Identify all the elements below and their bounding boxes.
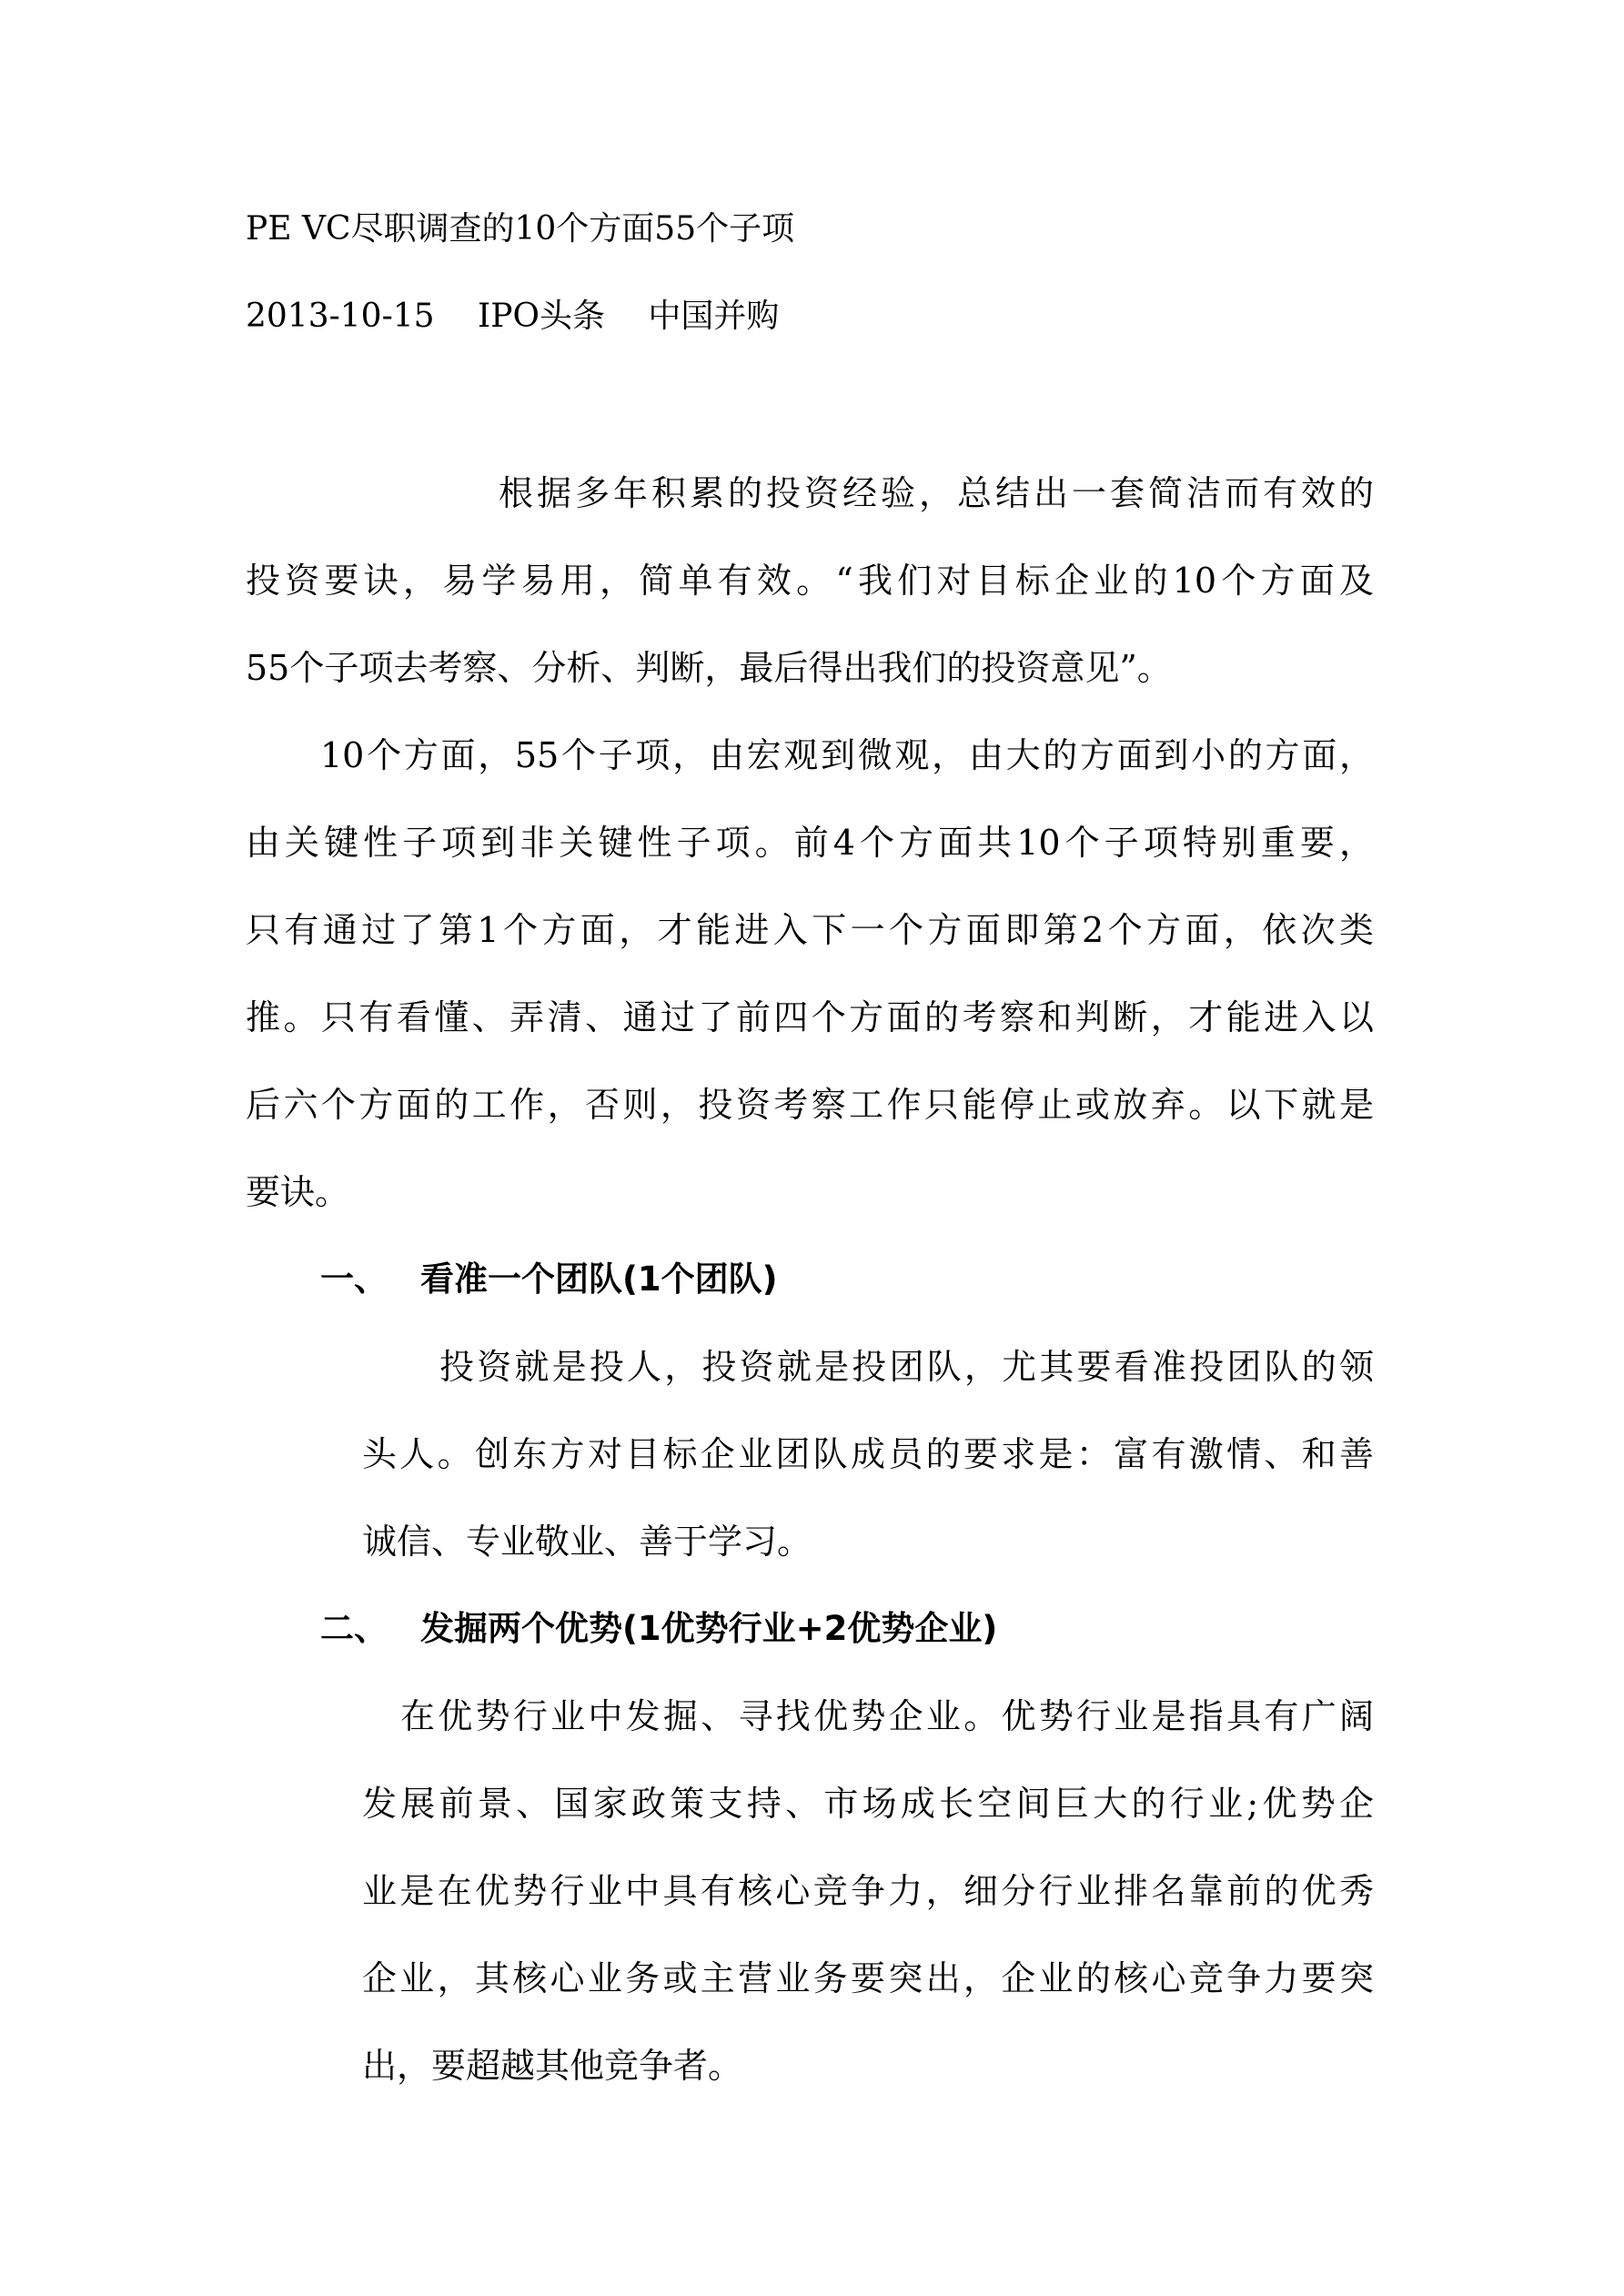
paragraph-line: 推。只有看懂、弄清、通过了前四个方面的考察和判断，才能进入以 — [246, 997, 1374, 1037]
paragraph-line: 只有通过了第1个方面，才能进入下一个方面即第2个方面，依次类 — [246, 910, 1374, 950]
document-title: PE VC尽职调查的10个方面55个子项 — [246, 210, 795, 248]
section-number: 一、 — [320, 1259, 388, 1299]
section-title: 看准一个团队(1个团队) — [420, 1259, 778, 1299]
paragraph-line: 头人。创东方对目标企业团队成员的要求是：富有激情、和善 — [362, 1434, 1374, 1474]
paragraph-line: 在优势行业中发掘、寻找优势企业。优势行业是指具有广阔 — [400, 1696, 1374, 1736]
paragraph-line: 由关键性子项到非关键性子项。前4个方面共10个子项特别重要， — [246, 823, 1374, 863]
paragraph-line: 55个子项去考察、分析、判断，最后得出我们的投资意见”。 — [246, 648, 1172, 688]
paragraph-line: 企业，其核心业务或主营业务要突出，企业的核心竞争力要突 — [362, 1958, 1374, 1998]
paragraph-line: 后六个方面的工作，否则，投资考察工作只能停止或放弃。以下就是 — [246, 1085, 1374, 1125]
paragraph-line: 投资就是投人，投资就是投团队，尤其要看准投团队的领 — [439, 1347, 1374, 1387]
paragraph-line: 根据多年积累的投资经验，总结出一套简洁而有效的 — [499, 473, 1374, 513]
paragraph-line: 业是在优势行业中具有核心竞争力，细分行业排名靠前的优秀 — [362, 1871, 1374, 1911]
document-meta: 2013-10-15 IPO头条 中国并购 — [246, 298, 780, 335]
section-title: 发掘两个优势(1优势行业+2优势企业) — [420, 1609, 998, 1648]
paragraph-line: 发展前景、国家政策支持、市场成长空间巨大的行业;优势企 — [362, 1784, 1374, 1824]
paragraph-line: 要诀。 — [246, 1172, 350, 1212]
section-number: 二、 — [320, 1609, 388, 1648]
paragraph-line: 10个方面，55个子项，由宏观到微观，由大的方面到小的方面， — [320, 735, 1374, 775]
paragraph-line: 投资要诀，易学易用，简单有效。“我们对目标企业的10个方面及 — [246, 561, 1374, 601]
paragraph-line: 诚信、专业敬业、善于学习。 — [362, 1522, 812, 1562]
paragraph-line: 出，要超越其他竞争者。 — [362, 2046, 743, 2086]
